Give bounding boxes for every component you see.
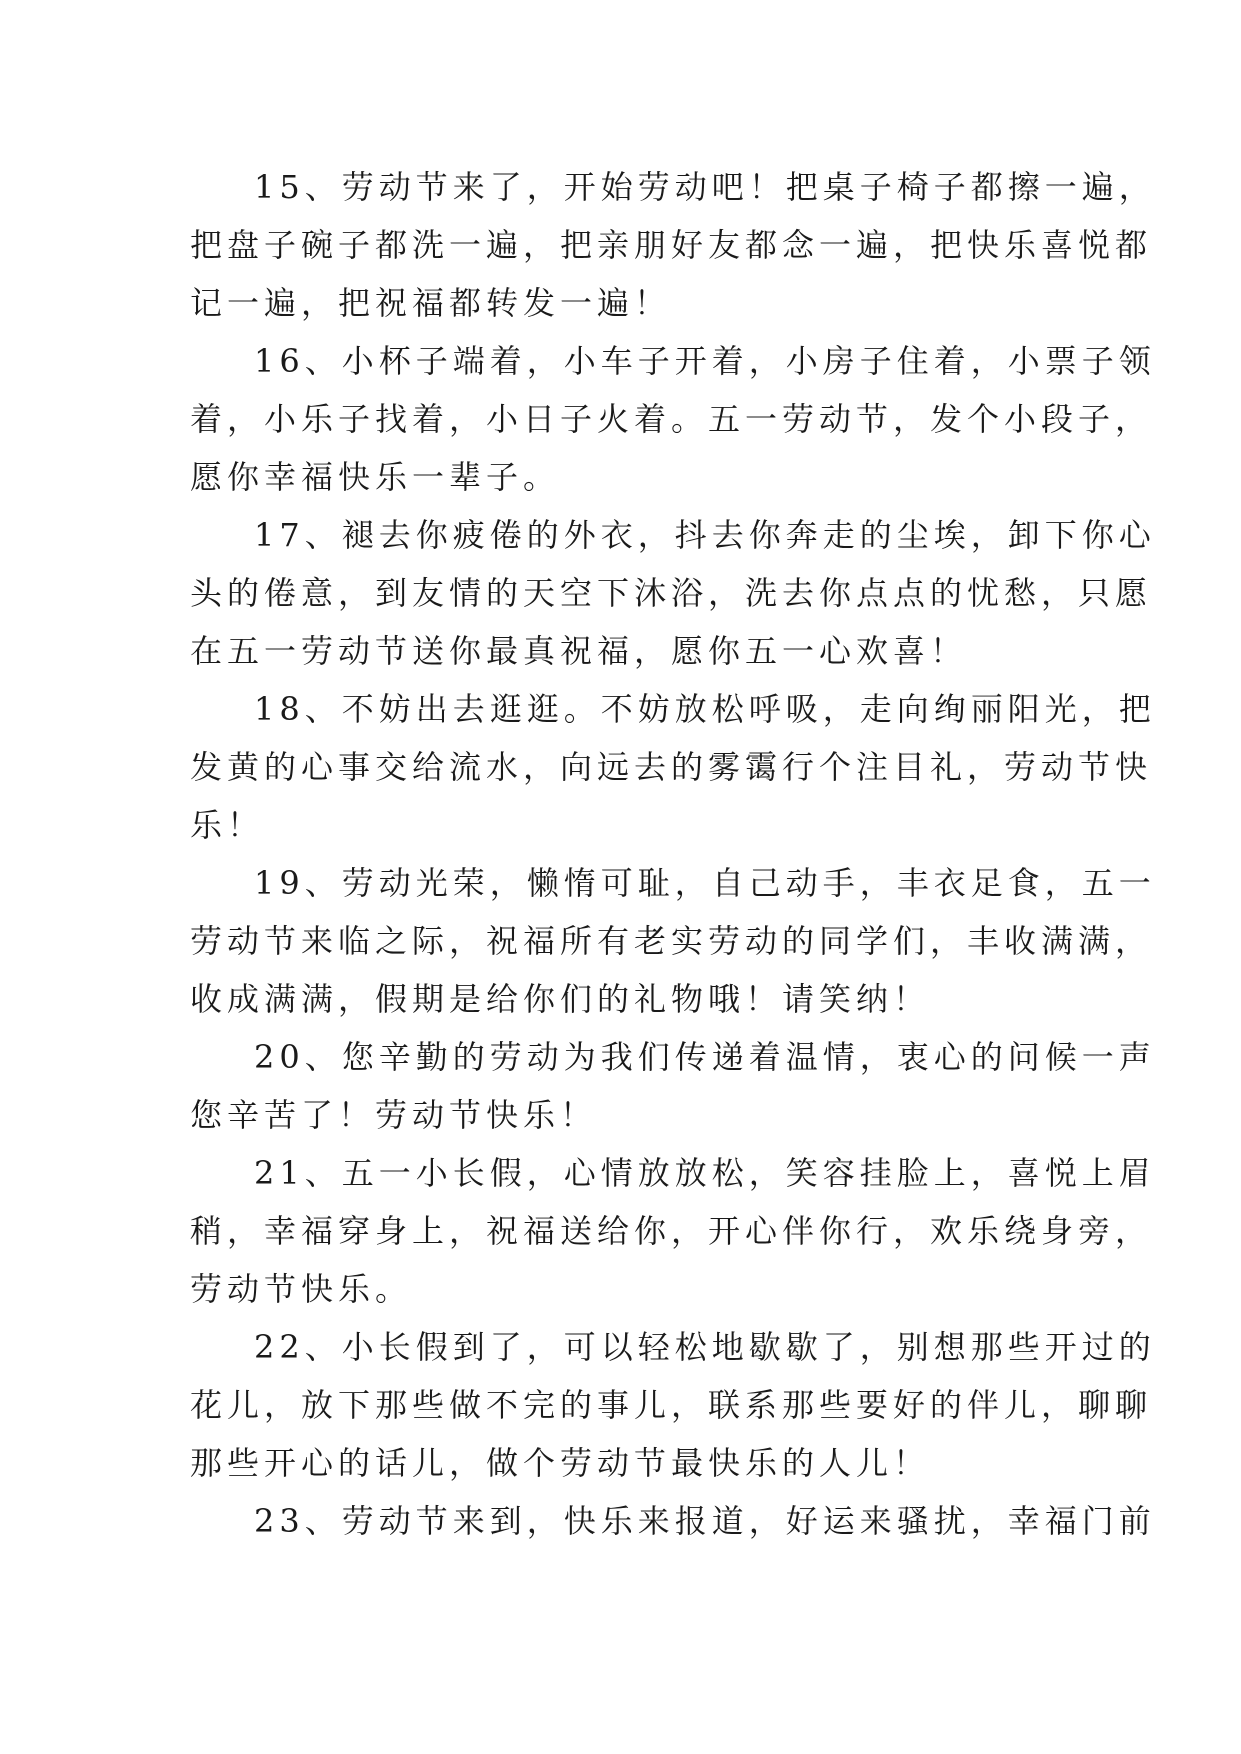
text-line: 愿你幸福快乐一辈子。 <box>190 458 561 496</box>
text-line: 21、五一小长假，心情放放松，笑容挂脸上，喜悦上眉 <box>254 1154 1156 1192</box>
paragraph-22 <box>190 1318 1156 1492</box>
paragraph-21 <box>190 1144 1156 1318</box>
text-line: 劳动节快乐。 <box>190 1270 413 1308</box>
text-line: 记一遍，把祝福都转发一遍！ <box>190 284 672 322</box>
paragraph-17 <box>190 506 1156 680</box>
text-line: 在五一劳动节送你最真祝福，愿你五一心欢喜！ <box>190 632 968 670</box>
text-line: 头的倦意，到友情的天空下沐浴，洗去你点点的忧愁，只愿 <box>190 574 1153 612</box>
text-line: 把盘子碗子都洗一遍，把亲朋好友都念一遍，把快乐喜悦都 <box>190 226 1153 264</box>
text-line: 劳动节来临之际，祝福所有老实劳动的同学们，丰收满满， <box>190 922 1153 960</box>
text-line: 20、您辛勤的劳动为我们传递着温情，衷心的问候一声 <box>254 1038 1156 1076</box>
text-line: 15、劳动节来了，开始劳动吧！把桌子椅子都擦一遍， <box>254 168 1156 206</box>
text-line: 稍，幸福穿身上，祝福送给你，开心伴你行，欢乐绕身旁， <box>190 1212 1153 1250</box>
text-line: 花儿，放下那些做不完的事儿，联系那些要好的伴儿，聊聊 <box>190 1386 1153 1424</box>
text-line: 16、小杯子端着，小车子开着，小房子住着，小票子领 <box>254 342 1156 380</box>
paragraph-19 <box>190 854 1156 1028</box>
paragraph-20 <box>190 1028 1156 1144</box>
text-line: 23、劳动节来到，快乐来报道，好运来骚扰，幸福门前 <box>254 1502 1156 1540</box>
text-line: 18、不妨出去逛逛。不妨放松呼吸，走向绚丽阳光，把 <box>254 690 1156 728</box>
text-line: 收成满满，假期是给你们的礼物哦！请笑纳！ <box>190 980 931 1018</box>
paragraph-16 <box>190 332 1156 506</box>
document-body <box>190 158 1156 1550</box>
text-line: 乐！ <box>190 806 265 844</box>
paragraph-18 <box>190 680 1156 854</box>
text-line: 您辛苦了！劳动节快乐！ <box>190 1096 598 1134</box>
text-line: 那些开心的话儿，做个劳动节最快乐的人儿！ <box>190 1444 931 1482</box>
paragraph-23 <box>190 1492 1156 1550</box>
text-line: 22、小长假到了，可以轻松地歇歇了，别想那些开过的 <box>254 1328 1156 1366</box>
text-line: 19、劳动光荣，懒惰可耻，自己动手，丰衣足食，五一 <box>254 864 1156 902</box>
paragraph-15 <box>190 158 1156 332</box>
text-line: 发黄的心事交给流水，向远去的雾霭行个注目礼，劳动节快 <box>190 748 1153 786</box>
text-line: 17、褪去你疲倦的外衣，抖去你奔走的尘埃，卸下你心 <box>254 516 1156 554</box>
text-line: 着，小乐子找着，小日子火着。五一劳动节，发个小段子， <box>190 400 1153 438</box>
